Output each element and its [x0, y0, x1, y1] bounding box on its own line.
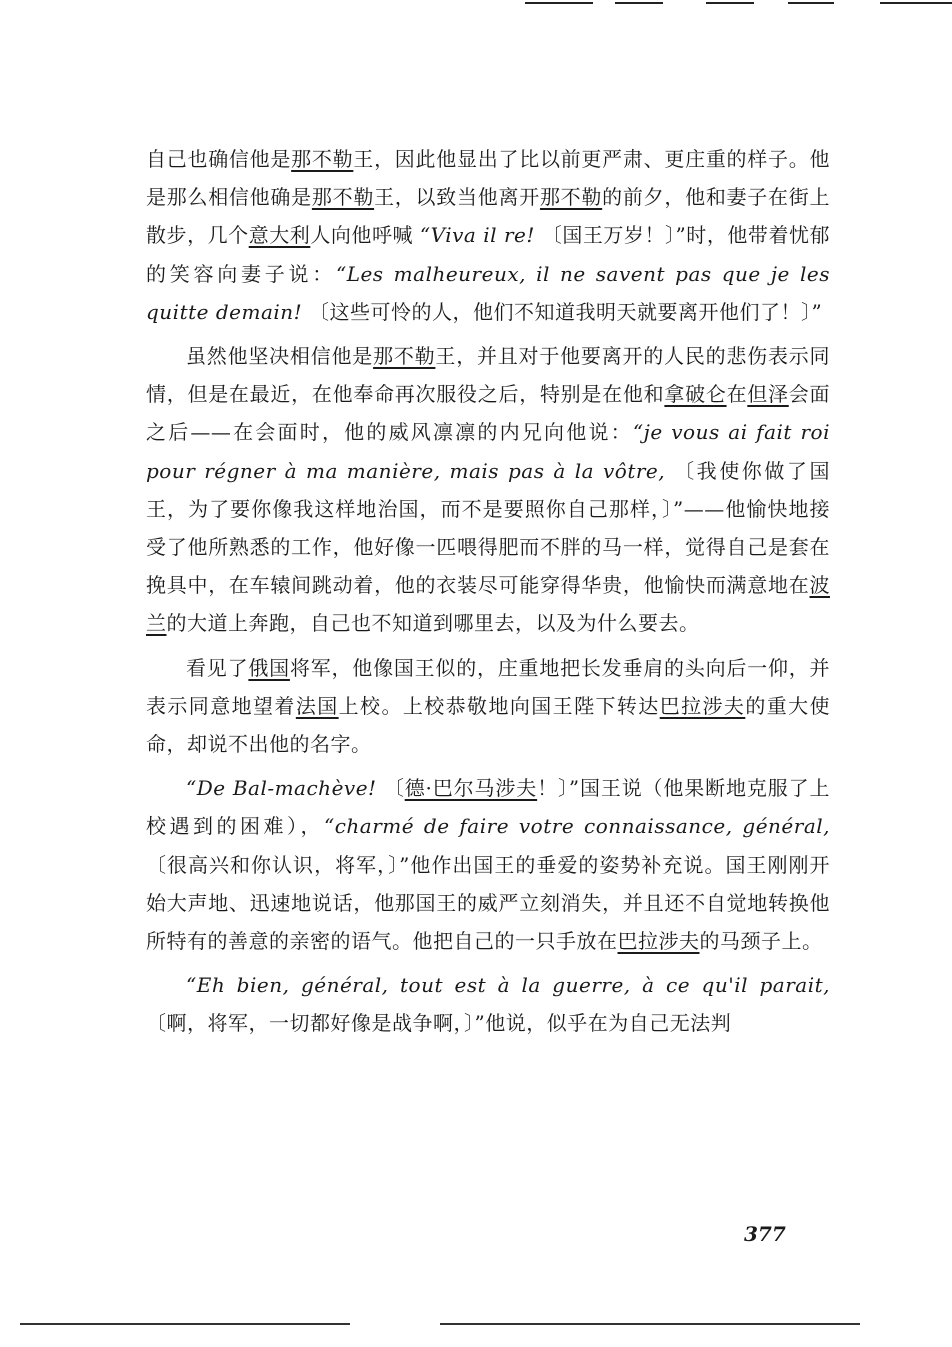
text-run: 将军，他像国王似的，庄重地把长发垂肩的头向后一仰，并表示同意地望着 [146, 655, 831, 718]
french-quote: “De Bal-machève! [186, 776, 384, 801]
top-rule [525, 2, 593, 4]
text-run: 的重大使命，却说不出他的名字。 [146, 693, 831, 757]
paragraph [146, 966, 830, 1042]
proper-noun: 法国 [295, 693, 339, 718]
text-run: 自己也确信他是 [146, 147, 292, 171]
page-number: 377 [744, 1222, 786, 1246]
top-rule [880, 2, 952, 4]
text-run: 〔 [383, 776, 405, 801]
text-run: 的大道上奔跑，自己也不知道到哪里去，以及为什么要去。 [166, 611, 700, 636]
proper-noun: 巴拉涉夫 [659, 693, 746, 718]
text-run: 会面之后——在会面时，他的威风凛凛的内兄向他说： [146, 382, 830, 445]
proper-noun: 巴拉涉夫 [617, 929, 700, 954]
proper-noun: 但泽 [747, 382, 789, 407]
paragraph [146, 649, 830, 764]
paragraph [146, 337, 830, 643]
text-run: 〔很高兴和你认识，将军，〕”他作出国王的垂爱的姿势补充说。国王刚刚开始大声地、迅速地说话，他那国王的威严立刻消失，并且还不自觉地转换他所特有的善意的亲密的语气。他把自己的一只手放在 [146, 852, 830, 954]
french-quote: “Viva il re! [419, 223, 542, 248]
text-run: 的马颈子上。 [699, 929, 823, 954]
text-run: 〔我使你做了国王，为了要你像我这样地治国，而不是要照你自己那样，〕”——他愉快地接受了他所熟悉的工作，他好像一匹喂得肥而不胖的马一样，觉得自己是套在挽具中，在车辕间跳动着，他的衣装尽可能穿得华贵，他愉快而满意地在 [146, 458, 831, 598]
bottom-rule [20, 1323, 350, 1325]
text-run: 〔国王万岁！〕”时，他带着忧郁的笑容向妻子说： [146, 223, 831, 286]
proper-noun: 俄国 [248, 655, 290, 680]
text-run: ！〕”国王说（他果断地克服了上校遇到的困难）， [146, 776, 830, 839]
text-run: 王，因此他显出了比以前更严肃、更庄重的样子。他是那么相信他确是 [146, 147, 830, 210]
text-run: 虽然他坚决相信他是 [186, 344, 374, 369]
text-run: 人向他呼喊 [310, 223, 420, 248]
french-quote: “Les malheureux, il ne savent pas que je les quitte demain! [146, 261, 830, 324]
text-run: 上校。上校恭敬地向国王陛下转达 [338, 693, 660, 718]
proper-noun: 那不勒 [291, 147, 354, 171]
text-run: 在 [726, 382, 748, 407]
proper-noun: 波兰 [146, 573, 830, 636]
body-text [146, 140, 830, 1043]
proper-noun: 德·巴尔马涉夫 [404, 776, 538, 801]
paragraph [146, 140, 830, 331]
text-run: 王，并且对于他要离开的人民的悲伤表示同情，但是在最近，在他奉命再次服役之后，特别是在他和 [146, 344, 831, 407]
french-quote: “Eh bien, général, tout est à la guerre, à ce qu'il parait, [186, 973, 830, 998]
french-quote: “charmé de faire votre connaissance, général, [323, 814, 830, 839]
proper-noun: 那不勒 [539, 185, 603, 210]
top-rule [788, 2, 834, 4]
bottom-rule [440, 1323, 860, 1325]
proper-noun: 意大利 [248, 223, 311, 248]
paragraph [146, 769, 830, 960]
text-run: 〔这些可怜的人，他们不知道我明天就要离开他们了！〕” [309, 299, 823, 324]
top-rule [615, 2, 663, 4]
top-rule [706, 2, 754, 4]
text-run: 王，以致当他离开 [374, 185, 540, 210]
proper-noun: 那不勒 [373, 344, 436, 369]
text-run: 〔啊，将军，一切都好像是战争啊，〕”他说，似乎在为自己无法判 [146, 1011, 732, 1036]
french-quote: “je vous ai fait roi pour régner à ma manière, mais pas à la vôtre, [146, 420, 830, 483]
text-run: 的前夕，他和妻子在街上散步，几个 [146, 185, 830, 248]
text-run: 看见了 [186, 655, 249, 680]
proper-noun: 拿破仑 [664, 382, 727, 407]
proper-noun: 那不勒 [311, 185, 375, 210]
